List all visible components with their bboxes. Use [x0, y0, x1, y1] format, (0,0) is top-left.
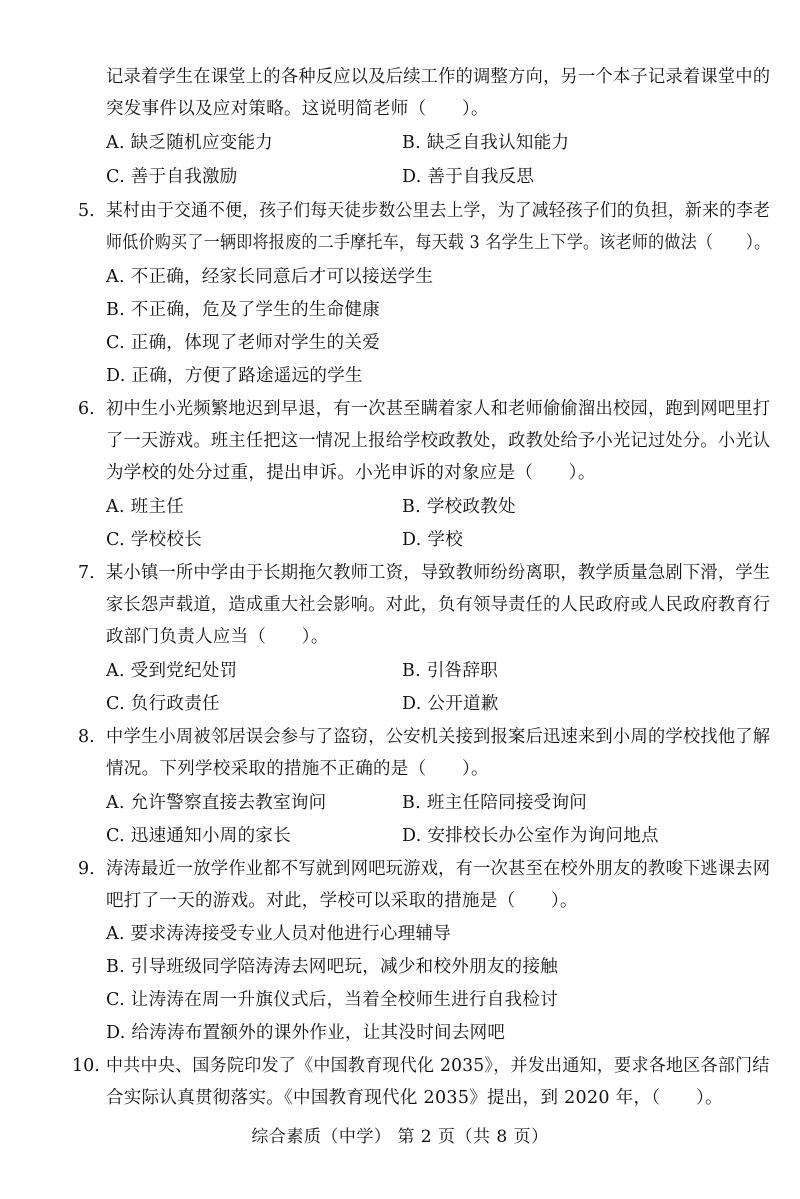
- q6-option-c: C. 学校校长: [106, 530, 202, 550]
- q9-stem-line-1: 涛涛最近一放学作业都不写就到网吧玩游戏，有一次甚至在校外朋友的教唆下逃课去网: [106, 859, 771, 879]
- q8-option-a: A. 允许警察直接去教室询问: [106, 793, 327, 813]
- q9-stem-line-2: 吧打了一天的游戏。对此，学校可以采取的措施是（ ）。: [106, 891, 578, 911]
- q8-stem-line-2: 情况。下列学校采取的措施不正确的是（ ）。: [106, 759, 489, 779]
- q4-option-a: A. 缺乏随机应变能力: [106, 133, 274, 153]
- q10-stem-line-1: 中共中央、国务院印发了《中国教育现代化 2035》，并发出通知，要求各地区各部门结: [106, 1056, 770, 1076]
- q5-option-b: B. 不正确，危及了学生的生命健康: [106, 300, 381, 320]
- q6-stem-line-2: 了一天游戏。班主任把这一情况上报给学校政教处，政教处给予小光记过处分。小光认: [106, 431, 771, 451]
- q8-number: 8.: [78, 727, 95, 747]
- q4-stem-line-1: 记录着学生在课堂上的各种反应以及后续工作的调整方向，另一个本子记录着课堂中的: [106, 67, 771, 87]
- q10-stem-line-2: 合实际认真贯彻落实。《中国教育现代化 2035》提出，到 2020 年，（ ）。: [106, 1088, 723, 1108]
- q5-stem-line-2: 师低价购买了一辆即将报废的二手摩托车，每天载 3 名学生上下学。该老师的做法（ ）。: [106, 233, 771, 253]
- q7-number: 7.: [78, 563, 95, 583]
- q6-option-a: A. 班主任: [106, 497, 185, 517]
- q4-option-d: D. 善于自我反思: [402, 167, 535, 187]
- q9-option-b: B. 引导班级同学陪涛涛去网吧玩，减少和校外朋友的接触: [106, 957, 559, 977]
- q6-stem-line-3: 为学校的处分过重，提出申诉。小光申诉的对象应是（ ）。: [106, 463, 596, 483]
- q7-option-a: A. 受到党纪处罚: [106, 661, 238, 681]
- q9-option-c: C. 让涛涛在周一升旗仪式后，当着全校师生进行自我检讨: [106, 990, 558, 1010]
- q7-stem-line-3: 政部门负责人应当（ ）。: [106, 627, 329, 647]
- q8-option-b: B. 班主任陪同接受询问: [402, 793, 588, 813]
- q4-option-c: C. 善于自我激励: [106, 167, 238, 187]
- q6-option-b: B. 学校政教处: [402, 497, 516, 517]
- q8-option-d: D. 安排校长办公室作为询问地点: [402, 826, 659, 846]
- q6-option-d: D. 学校: [402, 530, 464, 550]
- q7-stem-line-1: 某小镇一所中学由于长期拖欠教师工资，导致教师纷纷离职，教学质量急剧下滑，学生: [106, 563, 771, 583]
- q5-number: 5.: [78, 201, 95, 221]
- q7-option-d: D. 公开道歉: [402, 694, 499, 714]
- q7-option-b: B. 引咎辞职: [402, 661, 499, 681]
- q7-stem-line-2: 家长怨声载道，造成重大社会影响。对此，负有领导责任的人民政府或人民政府教育行: [106, 595, 771, 615]
- q9-option-a: A. 要求涛涛接受专业人员对他进行心理辅导: [106, 924, 452, 944]
- q7-option-c: C. 负行政责任: [106, 694, 220, 714]
- q8-stem-line-1: 中学生小周被邻居误会参与了盗窃，公安机关接到报案后迅速来到小周的学校找他了解: [106, 727, 771, 747]
- q9-number: 9.: [78, 859, 95, 879]
- q4-stem-line-2: 突发事件以及应对策略。这说明简老师（ ）。: [106, 99, 489, 119]
- q5-option-a: A. 不正确，经家长同意后才可以接送学生: [106, 267, 434, 287]
- page-footer: 综合素质（中学） 第 2 页（共 8 页）: [251, 1127, 549, 1147]
- q6-number: 6.: [78, 399, 95, 419]
- q9-option-d: D. 给涛涛布置额外的课外作业，让其没时间去网吧: [106, 1023, 506, 1043]
- q10-number: 10.: [72, 1056, 100, 1076]
- q6-stem-line-1: 初中生小光频繁地迟到早退，有一次甚至瞒着家人和老师偷偷溜出校园，跑到网吧里打: [106, 399, 771, 419]
- q8-option-c: C. 迅速通知小周的家长: [106, 826, 291, 846]
- q5-stem-line-1: 某村由于交通不便，孩子们每天徒步数公里去上学，为了减轻孩子们的负担，新来的李老: [106, 201, 771, 221]
- q4-option-b: B. 缺乏自我认知能力: [402, 133, 570, 153]
- q5-option-c: C. 正确，体现了老师对学生的关爱: [106, 333, 380, 353]
- q5-option-d: D. 正确，方便了路途遥远的学生: [106, 366, 363, 386]
